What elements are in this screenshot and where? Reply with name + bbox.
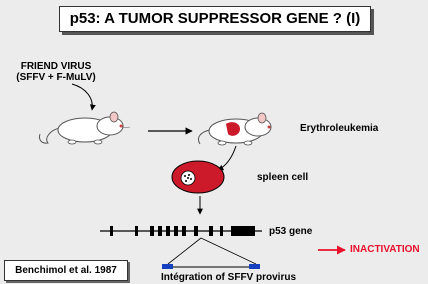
virus-name: FRIEND VIRUS [20,61,92,72]
integration-label: Intégration of SFFV provirus [161,272,297,283]
p53-gene-map [100,226,262,236]
gene-label: p53 gene [269,226,313,237]
reference-box: Benchimol et al. 1987 [4,260,128,281]
integration-site [162,238,260,269]
provirus-ltr-left [162,264,173,269]
cell-label: spleen cell [257,172,309,183]
outcome-label: INACTIVATION [350,244,420,255]
mouse-right-illustration [198,113,271,145]
provirus-ltr-right [249,264,260,269]
virus-composition: (SFFV + F-MuLV) [16,72,96,83]
virus-arrow [72,84,92,110]
spleen-cell-illustration [172,161,224,193]
disease-label: Erythroleukemia [300,123,379,134]
page-title: p53: A TUMOR SUPPRESSOR GENE ? (I) [59,6,371,32]
mouse-left-illustration [39,112,130,144]
spleen-arrow [218,146,236,170]
